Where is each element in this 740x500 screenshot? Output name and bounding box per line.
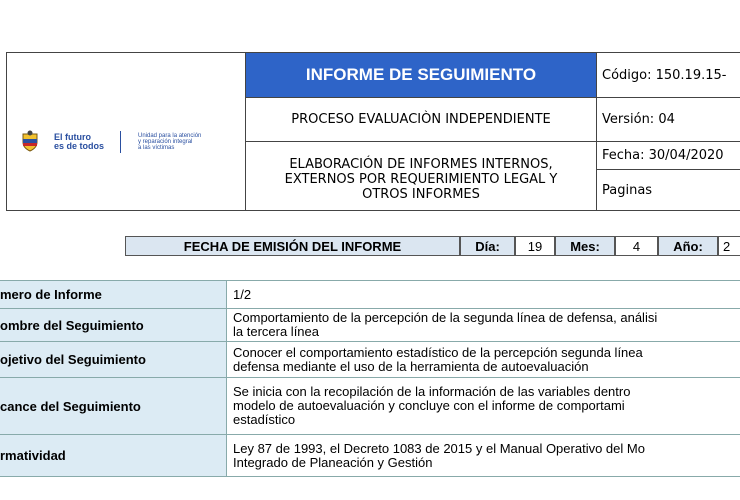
row-value-regulations: Ley 87 de 1993, el Decreto 1083 de 2015 y el Manual Operativo del Mo Integrado de Planeación y Gestión <box>227 435 740 477</box>
row-label-follow-up-name: ombre del Seguimiento <box>0 309 226 342</box>
logo-slogan-line-1: El futuro <box>54 132 91 142</box>
row-value-report-number: 1/2 <box>227 281 740 309</box>
row-value-follow-up-name: Comportamiento de la percepción de la segunda línea de defensa, análisi la tercera línea <box>227 309 740 342</box>
institution-logo <box>20 127 240 157</box>
logo-unit-line-3: a las víctimas <box>138 145 175 151</box>
emission-day-label: Día: <box>460 236 515 256</box>
row-label-objective: ojetivo del Seguimiento <box>0 342 226 378</box>
emission-month-value: 4 <box>615 236 658 256</box>
emission-date-bar <box>0 236 740 256</box>
logo-divider <box>120 131 121 153</box>
report-info-table <box>0 280 740 476</box>
coat-of-arms-icon <box>20 130 40 152</box>
header-border-left <box>6 52 7 211</box>
header-border-bottom <box>6 210 740 211</box>
logo-slogan-line-2: es de todos <box>54 141 105 151</box>
document-header <box>0 52 740 212</box>
document-date: Fecha: 30/04/2020 <box>602 148 724 163</box>
emission-year-value: 2 <box>718 236 740 256</box>
emission-year-label: Año: <box>658 236 718 256</box>
document-code: Código: 150.19.15- <box>602 67 727 83</box>
document-version: Versión: 04 <box>602 112 675 127</box>
emission-month-label: Mes: <box>555 236 615 256</box>
process-name: PROCESO EVALUACIÒN INDEPENDIENTE <box>291 112 551 127</box>
row-label-scope: cance del Seguimiento <box>0 378 226 435</box>
row-value-scope: Se inicia con la recopilación de la información de las variables dentro modelo de autoevaluación y concluye con el informe de comportami estadístico <box>227 378 740 435</box>
row-label-regulations: rmatividad <box>0 435 226 477</box>
document-pages: Paginas <box>602 182 653 198</box>
row-value-objective: Conocer el comportamiento estadístico de la percepción segunda línea defensa mediante el uso de la herramienta de autoevaluación <box>227 342 740 378</box>
logo-unit-line-1: Unidad para la atención <box>138 133 202 139</box>
emission-date-label: FECHA DE EMISIÓN DEL INFORME <box>125 236 460 256</box>
logo-unit-line-2: y reparación integral <box>138 139 193 145</box>
row-label-report-number: mero de Informe <box>0 281 226 309</box>
report-type: ELABORACIÓN DE INFORMES INTERNOS, EXTERNOS POR REQUERIMIENTO LEGAL Y OTROS INFORMES <box>284 156 558 202</box>
report-title: INFORME DE SEGUIMIENTO <box>246 53 596 97</box>
emission-day-value: 19 <box>515 236 555 256</box>
